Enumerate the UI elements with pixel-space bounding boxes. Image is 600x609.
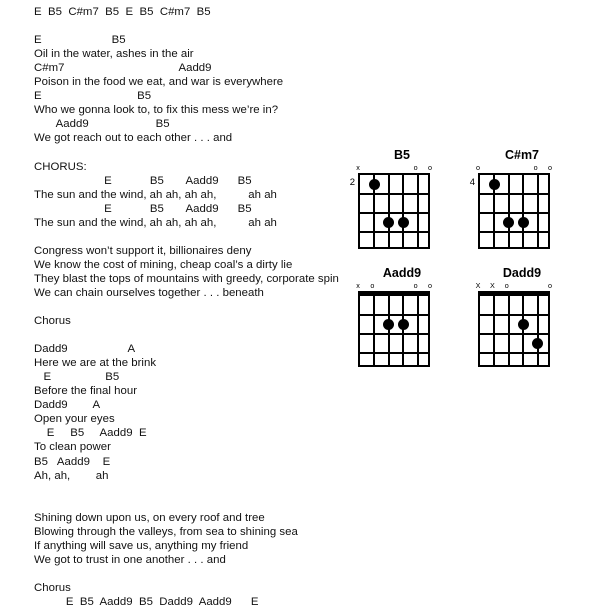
sheet-blank-line — [34, 328, 344, 342]
fret-line — [360, 212, 428, 214]
chord-name-label: Aadd9 — [382, 266, 422, 280]
fret-line — [360, 352, 428, 354]
muted-string-marker: x — [356, 163, 360, 172]
lyric-line: Who we gonna look to, to fix this mess we’re in? — [34, 104, 279, 117]
muted-string-marker: X — [475, 281, 481, 290]
open-string-marker: o — [476, 163, 480, 172]
lyric-line: We know the cost of mining, cheap coal’s a dirty lie — [34, 258, 293, 271]
finger-dot — [369, 179, 380, 190]
finger-dot — [383, 217, 394, 228]
open-string-marker: o — [533, 163, 538, 172]
open-string-marker: o — [413, 163, 418, 172]
lyrics-sheet — [34, 5, 344, 609]
fret-line — [360, 333, 428, 335]
string-line — [402, 175, 404, 247]
chord-line: E B5 Aadd9 B5 — [34, 202, 252, 215]
chord-line: E B5 Aadd9 B5 — [34, 174, 252, 187]
sheet-blank-line — [34, 230, 344, 244]
lyric-line: Blowing through the valleys, from sea to shining sea — [34, 525, 298, 538]
string-line — [537, 175, 539, 247]
lyric-line: Ah, ah, ah — [34, 469, 109, 482]
sheet-blank-line — [34, 497, 344, 511]
open-string-marker: o — [428, 281, 432, 290]
fretboard-grid — [358, 291, 430, 367]
muted-string-marker: x — [356, 281, 360, 290]
string-line — [522, 296, 524, 365]
chord-line: E B5 — [34, 34, 126, 47]
string-line — [402, 296, 404, 365]
fret-line — [360, 231, 428, 233]
open-string-marker: o — [504, 281, 509, 290]
chord-name-label: Dadd9 — [502, 266, 542, 280]
lyric-line: Before the final hour — [34, 385, 138, 398]
string-line — [417, 296, 419, 365]
string-line — [373, 296, 375, 365]
chord-diagram-dadd9 — [470, 266, 574, 378]
string-line — [388, 175, 390, 247]
lyric-line: Shining down upon us, on every roof and tree — [34, 511, 265, 524]
chord-line: C#m7 Aadd9 — [34, 62, 212, 75]
chord-line: E B5 — [34, 371, 120, 384]
open-string-marker: o — [548, 281, 552, 290]
finger-dot — [518, 319, 529, 330]
sheet-blank-line — [34, 483, 344, 497]
string-line — [537, 296, 539, 365]
string-line — [522, 175, 524, 247]
lyric-line: They blast the tops of mountains with greedy, corporate spin — [34, 272, 339, 285]
finger-dot — [383, 319, 394, 330]
string-line — [493, 296, 495, 365]
chord-line: B5 Aadd9 E — [34, 455, 111, 468]
chord-line: Dadd9 A — [34, 399, 101, 412]
chord-diagram-panel — [350, 148, 590, 388]
lyric-line: Oil in the water, ashes in the air — [34, 48, 194, 61]
chord-line: Aadd9 B5 — [34, 118, 170, 131]
chord-diagram-b5 — [350, 148, 454, 260]
chord-name-label: B5 — [394, 148, 410, 162]
section-label: CHORUS: — [34, 160, 87, 173]
sheet-blank-line — [34, 300, 344, 314]
fret-line — [480, 352, 548, 354]
fret-line — [480, 314, 548, 316]
chord-string-markers — [358, 281, 430, 290]
sheet-blank-line — [34, 19, 344, 33]
section-label: Chorus — [34, 581, 71, 594]
lyric-line: If anything will save us, anything my friend — [34, 539, 249, 552]
starting-fret-number: 2 — [349, 176, 355, 188]
lyric-line: To clean power — [34, 441, 111, 454]
section-label: Chorus — [34, 315, 71, 328]
fretboard-grid — [358, 173, 430, 249]
chord-line: E B5 C#m7 B5 E B5 C#m7 B5 — [34, 6, 211, 18]
finger-dot — [503, 217, 514, 228]
chord-line: E B5 Aadd9 B5 Dadd9 Aadd9 E — [34, 595, 259, 608]
finger-dot — [398, 217, 409, 228]
finger-dot — [532, 338, 543, 349]
string-line — [508, 175, 510, 247]
lyric-line: Here we are at the brink — [34, 357, 157, 370]
string-line — [508, 296, 510, 365]
chord-string-markers — [478, 163, 550, 172]
chord-line: E B5 — [34, 90, 152, 103]
chord-line: E B5 Aadd9 E — [34, 427, 147, 440]
finger-dot — [518, 217, 529, 228]
fret-line — [360, 314, 428, 316]
starting-fret-number: 4 — [469, 176, 475, 188]
fretboard-grid — [478, 291, 550, 367]
open-string-marker: o — [413, 281, 418, 290]
lyric-line: Congress won’t support it, billionaires deny — [34, 244, 252, 257]
sheet-blank-line — [34, 567, 344, 581]
lyric-line: Poison in the food we eat, and war is everywhere — [34, 76, 284, 89]
lyric-line: The sun and the wind, ah ah, ah ah, ah ah — [34, 188, 277, 201]
muted-string-marker: X — [489, 281, 495, 290]
open-string-marker: o — [548, 163, 552, 172]
chord-name-label: C#m7 — [504, 148, 540, 162]
chord-string-markers — [475, 281, 552, 290]
lyric-line: Open your eyes — [34, 413, 115, 426]
string-line — [417, 175, 419, 247]
finger-dot — [489, 179, 500, 190]
lyric-line: We got reach out to each other . . . and — [34, 132, 233, 145]
fret-line — [480, 193, 548, 195]
open-string-marker: o — [428, 163, 432, 172]
fret-line — [480, 231, 548, 233]
chord-string-markers — [358, 163, 430, 172]
chord-line: Dadd9 A — [34, 343, 136, 356]
fretboard-grid — [478, 173, 550, 249]
open-string-marker: o — [370, 281, 375, 290]
lyric-line: The sun and the wind, ah ah, ah ah, ah ah — [34, 216, 277, 229]
finger-dot — [398, 319, 409, 330]
fret-line — [360, 193, 428, 195]
chord-diagram-cm7 — [470, 148, 574, 260]
string-line — [388, 296, 390, 365]
lyric-line: We got to trust in one another . . . and — [34, 553, 226, 566]
fret-line — [480, 333, 548, 335]
chord-diagram-aadd9 — [350, 266, 454, 378]
sheet-blank-line — [34, 145, 344, 159]
fret-line — [480, 212, 548, 214]
lyric-line: We can chain ourselves together . . . beneath — [34, 286, 264, 299]
